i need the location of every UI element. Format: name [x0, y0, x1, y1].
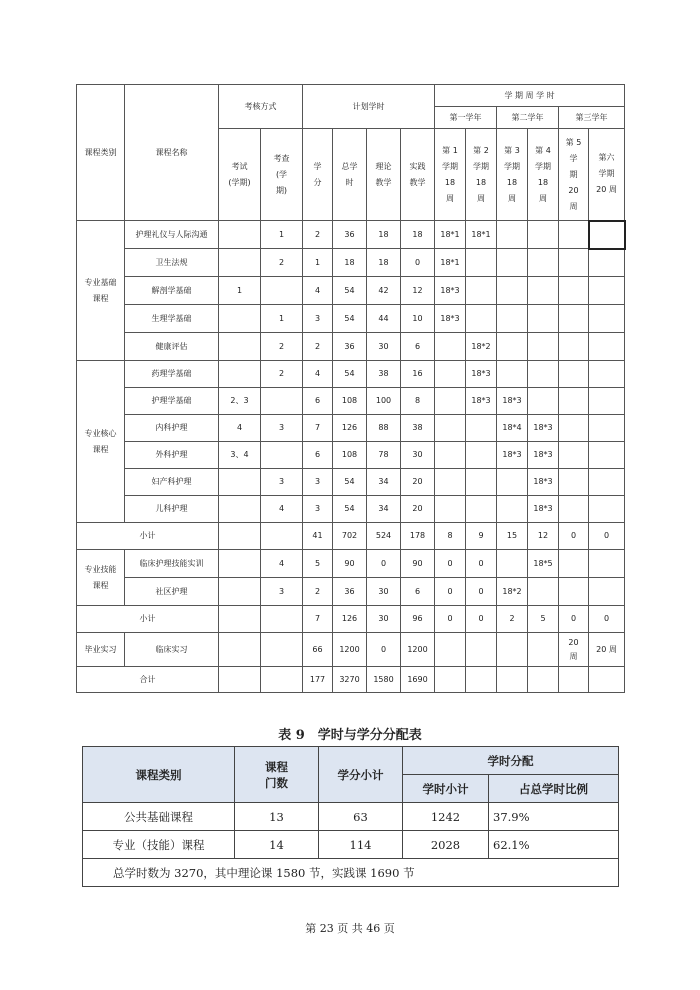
- header-sem5: 第 5 学 期 20 周: [559, 129, 589, 221]
- schedule-cell: 3、4: [219, 442, 261, 469]
- schedule-cell: 0: [466, 606, 497, 633]
- schedule-cell: 2: [303, 578, 333, 606]
- schedule-cell: [589, 333, 625, 361]
- schedule-cell: 1: [219, 277, 261, 305]
- schedule-cell: [435, 667, 466, 693]
- schedule-cell: 30: [367, 578, 401, 606]
- schedule-cell: 4: [261, 550, 303, 578]
- schedule-cell: [219, 578, 261, 606]
- schedule-cell: 0: [435, 550, 466, 578]
- schedule-row: [77, 606, 625, 633]
- t9-cell: 13: [235, 803, 319, 831]
- schedule-cell: [589, 277, 625, 305]
- course-schedule-table: [76, 84, 626, 693]
- schedule-cell: [528, 221, 559, 249]
- schedule-cell: [559, 333, 589, 361]
- schedule-cell: 2、3: [219, 388, 261, 415]
- schedule-cell: 10: [401, 305, 435, 333]
- schedule-cell: 18*1: [435, 249, 466, 277]
- header-total-hours: 总学 时: [333, 129, 367, 221]
- schedule-cell: 108: [333, 442, 367, 469]
- schedule-cell: 3: [261, 578, 303, 606]
- schedule-cell: [219, 333, 261, 361]
- schedule-cell: 66: [303, 633, 333, 667]
- schedule-cell: [261, 388, 303, 415]
- schedule-cell: [219, 667, 261, 693]
- course-name: 外科护理: [125, 442, 219, 469]
- schedule-cell: 5: [303, 550, 333, 578]
- t9-cell: 专业（技能）课程: [83, 831, 235, 859]
- schedule-cell: 0: [559, 523, 589, 550]
- schedule-cell: [219, 249, 261, 277]
- schedule-cell: [219, 221, 261, 249]
- schedule-row: [77, 305, 625, 333]
- schedule-cell: [559, 578, 589, 606]
- schedule-cell: [435, 415, 466, 442]
- schedule-cell: [559, 667, 589, 693]
- schedule-cell: [528, 578, 559, 606]
- schedule-cell: 2: [261, 249, 303, 277]
- header-year1: 第一学年: [435, 107, 497, 129]
- schedule-cell: 8: [401, 388, 435, 415]
- schedule-cell: 16: [401, 361, 435, 388]
- schedule-cell: 18*1: [466, 221, 497, 249]
- schedule-cell: [497, 633, 528, 667]
- course-name: 临床护理技能实训: [125, 550, 219, 578]
- schedule-row: [77, 667, 625, 693]
- schedule-cell: 30: [367, 606, 401, 633]
- schedule-cell: [497, 469, 528, 496]
- schedule-cell: [497, 496, 528, 523]
- schedule-cell: [219, 361, 261, 388]
- schedule-cell: [497, 305, 528, 333]
- schedule-cell: [497, 333, 528, 361]
- schedule-cell: [435, 496, 466, 523]
- schedule-cell: [589, 578, 625, 606]
- row-label: 小计: [77, 606, 219, 633]
- schedule-cell: 177: [303, 667, 333, 693]
- course-name: 生理学基础: [125, 305, 219, 333]
- schedule-cell: [559, 388, 589, 415]
- schedule-cell: 3270: [333, 667, 367, 693]
- schedule-cell: 2: [303, 221, 333, 249]
- course-name: 解剖学基础: [125, 277, 219, 305]
- schedule-cell: 18: [367, 221, 401, 249]
- schedule-cell: [559, 442, 589, 469]
- schedule-cell: 0: [466, 578, 497, 606]
- t9-header-course-type: 课程类别: [83, 747, 235, 803]
- schedule-cell: 54: [333, 361, 367, 388]
- table9-caption: 表 9 学时与学分分配表: [278, 728, 422, 743]
- schedule-cell: 0: [367, 633, 401, 667]
- schedule-cell: 126: [333, 606, 367, 633]
- schedule-cell: 18*3: [497, 388, 528, 415]
- schedule-cell: 524: [367, 523, 401, 550]
- schedule-cell: [435, 442, 466, 469]
- row-label: 小计: [77, 523, 219, 550]
- schedule-cell: 18: [333, 249, 367, 277]
- schedule-cell: 4: [303, 361, 333, 388]
- schedule-cell: 54: [333, 469, 367, 496]
- schedule-cell: 54: [333, 496, 367, 523]
- schedule-cell: 0: [466, 550, 497, 578]
- header-sem6: 第六 学期 20 周: [589, 129, 625, 221]
- t9-note: 总学时数为 3270，其中理论课 1580 节，实践课 1690 节: [83, 859, 619, 887]
- schedule-cell: [528, 249, 559, 277]
- schedule-cell: 18*3: [466, 361, 497, 388]
- schedule-cell: 3: [261, 469, 303, 496]
- schedule-cell: 34: [367, 469, 401, 496]
- schedule-cell: 44: [367, 305, 401, 333]
- schedule-cell: 96: [401, 606, 435, 633]
- schedule-cell: [589, 442, 625, 469]
- schedule-cell: [589, 550, 625, 578]
- t9-header-hour-distribution: 学时分配: [403, 747, 619, 775]
- schedule-cell: [497, 550, 528, 578]
- schedule-cell: 7: [303, 606, 333, 633]
- schedule-cell: [589, 221, 625, 249]
- schedule-cell: 38: [367, 361, 401, 388]
- schedule-cell: [466, 277, 497, 305]
- schedule-cell: 20 周: [559, 633, 589, 667]
- header-course-type: 课程类别: [77, 85, 125, 221]
- schedule-cell: [559, 361, 589, 388]
- schedule-cell: 3: [303, 496, 333, 523]
- schedule-cell: [261, 606, 303, 633]
- schedule-cell: [528, 361, 559, 388]
- schedule-cell: 78: [367, 442, 401, 469]
- schedule-cell: [219, 523, 261, 550]
- schedule-cell: [497, 249, 528, 277]
- schedule-cell: [528, 333, 559, 361]
- schedule-cell: 42: [367, 277, 401, 305]
- schedule-cell: 1: [261, 305, 303, 333]
- schedule-cell: [219, 496, 261, 523]
- schedule-cell: [559, 305, 589, 333]
- schedule-cell: 36: [333, 221, 367, 249]
- schedule-cell: 108: [333, 388, 367, 415]
- schedule-cell: 3: [303, 305, 333, 333]
- schedule-cell: 5: [528, 606, 559, 633]
- schedule-row: [77, 249, 625, 277]
- schedule-cell: 2: [497, 606, 528, 633]
- schedule-cell: [559, 496, 589, 523]
- t9-cell: 2028: [403, 831, 489, 859]
- schedule-cell: [219, 606, 261, 633]
- schedule-cell: 1690: [401, 667, 435, 693]
- schedule-cell: 3: [303, 469, 333, 496]
- schedule-cell: [559, 415, 589, 442]
- t9-header-course-count: 课程 门数: [235, 747, 319, 803]
- schedule-row: [77, 277, 625, 305]
- schedule-cell: [261, 667, 303, 693]
- course-name: 卫生法规: [125, 249, 219, 277]
- schedule-cell: [466, 415, 497, 442]
- schedule-cell: 18: [367, 249, 401, 277]
- course-name: 妇产科护理: [125, 469, 219, 496]
- schedule-cell: [435, 633, 466, 667]
- header-exam: 考试 (学期): [219, 129, 261, 221]
- schedule-cell: 0: [435, 606, 466, 633]
- schedule-row: [77, 388, 625, 415]
- schedule-cell: [466, 667, 497, 693]
- schedule-cell: [466, 305, 497, 333]
- schedule-cell: 18*4: [497, 415, 528, 442]
- schedule-cell: [528, 388, 559, 415]
- schedule-cell: 126: [333, 415, 367, 442]
- schedule-cell: 34: [367, 496, 401, 523]
- schedule-cell: [589, 305, 625, 333]
- schedule-cell: 18*3: [528, 469, 559, 496]
- schedule-cell: [466, 469, 497, 496]
- schedule-cell: [466, 496, 497, 523]
- header-sem2: 第 2 学期 18 周: [466, 129, 497, 221]
- schedule-cell: [497, 277, 528, 305]
- schedule-cell: 18*2: [466, 333, 497, 361]
- schedule-cell: [219, 469, 261, 496]
- schedule-cell: 18: [401, 221, 435, 249]
- header-theory: 理论 教学: [367, 129, 401, 221]
- schedule-cell: 702: [333, 523, 367, 550]
- schedule-cell: 30: [367, 333, 401, 361]
- header-sem1: 第 1 学期 18 周: [435, 129, 466, 221]
- schedule-cell: [589, 667, 625, 693]
- schedule-cell: 15: [497, 523, 528, 550]
- schedule-cell: [589, 469, 625, 496]
- t9-cell: 114: [319, 831, 403, 859]
- schedule-row: [77, 523, 625, 550]
- schedule-cell: 1200: [401, 633, 435, 667]
- schedule-row: [77, 469, 625, 496]
- schedule-row: [77, 221, 625, 249]
- schedule-row: [77, 496, 625, 523]
- schedule-cell: 18*3: [528, 415, 559, 442]
- schedule-cell: 20: [401, 496, 435, 523]
- schedule-cell: [559, 550, 589, 578]
- schedule-cell: [528, 305, 559, 333]
- schedule-cell: 1: [303, 249, 333, 277]
- course-name: 药理学基础: [125, 361, 219, 388]
- course-name: 儿科护理: [125, 496, 219, 523]
- schedule-cell: [261, 523, 303, 550]
- header-course-name: 课程名称: [125, 85, 219, 221]
- header-check: 考查 (学 期): [261, 129, 303, 221]
- schedule-cell: [589, 496, 625, 523]
- schedule-cell: 12: [401, 277, 435, 305]
- credit-hours-table: [82, 746, 619, 887]
- schedule-cell: [261, 277, 303, 305]
- course-name: 社区护理: [125, 578, 219, 606]
- schedule-row: [77, 415, 625, 442]
- schedule-cell: 90: [333, 550, 367, 578]
- course-group: 专业核心 课程: [77, 361, 125, 523]
- schedule-cell: [261, 633, 303, 667]
- schedule-cell: [466, 633, 497, 667]
- course-group: 专业基础 课程: [77, 221, 125, 361]
- schedule-cell: [528, 667, 559, 693]
- schedule-cell: [559, 469, 589, 496]
- schedule-cell: 2: [261, 333, 303, 361]
- schedule-cell: [559, 277, 589, 305]
- schedule-cell: [466, 442, 497, 469]
- schedule-cell: 8: [435, 523, 466, 550]
- schedule-cell: 12: [528, 523, 559, 550]
- schedule-cell: 2: [303, 333, 333, 361]
- t9-cell: 14: [235, 831, 319, 859]
- schedule-cell: 30: [401, 442, 435, 469]
- schedule-cell: 3: [261, 415, 303, 442]
- header-sem4: 第 4 学期 18 周: [528, 129, 559, 221]
- course-group: 毕业实习: [77, 633, 125, 667]
- t9-cell: 62.1%: [489, 831, 619, 859]
- t9-cell: 1242: [403, 803, 489, 831]
- schedule-cell: [497, 221, 528, 249]
- schedule-cell: 18*3: [435, 277, 466, 305]
- t9-cell: 63: [319, 803, 403, 831]
- course-name: 健康评估: [125, 333, 219, 361]
- t9-cell: 公共基础课程: [83, 803, 235, 831]
- t9-header-ratio: 占总学时比例: [489, 775, 619, 803]
- schedule-cell: [589, 249, 625, 277]
- schedule-cell: [261, 442, 303, 469]
- schedule-cell: 4: [303, 277, 333, 305]
- schedule-cell: 7: [303, 415, 333, 442]
- schedule-cell: [219, 550, 261, 578]
- schedule-cell: 20 周: [589, 633, 625, 667]
- header-year2: 第二学年: [497, 107, 559, 129]
- course-group: 专业技能 课程: [77, 550, 125, 606]
- schedule-cell: 0: [401, 249, 435, 277]
- header-planned-hours: 计划学时: [303, 85, 435, 129]
- header-semester-hours: 学 期 周 学 时: [435, 85, 625, 107]
- course-name: 内科护理: [125, 415, 219, 442]
- t9-header-credit-subtotal: 学分小计: [319, 747, 403, 803]
- schedule-cell: 6: [303, 442, 333, 469]
- schedule-cell: [559, 249, 589, 277]
- schedule-cell: [219, 305, 261, 333]
- schedule-cell: 6: [401, 578, 435, 606]
- schedule-cell: 18*3: [466, 388, 497, 415]
- schedule-cell: [435, 333, 466, 361]
- course-name: 临床实习: [125, 633, 219, 667]
- schedule-cell: [589, 388, 625, 415]
- schedule-cell: 41: [303, 523, 333, 550]
- schedule-cell: 178: [401, 523, 435, 550]
- schedule-cell: 0: [367, 550, 401, 578]
- schedule-cell: [219, 633, 261, 667]
- schedule-cell: 18*1: [435, 221, 466, 249]
- schedule-cell: [435, 388, 466, 415]
- schedule-cell: [466, 249, 497, 277]
- schedule-cell: 1200: [333, 633, 367, 667]
- schedule-row: [77, 333, 625, 361]
- schedule-cell: 6: [303, 388, 333, 415]
- schedule-cell: 20: [401, 469, 435, 496]
- schedule-cell: 0: [589, 523, 625, 550]
- schedule-cell: 0: [435, 578, 466, 606]
- schedule-cell: 18*5: [528, 550, 559, 578]
- t9-cell: 37.9%: [489, 803, 619, 831]
- schedule-cell: 54: [333, 277, 367, 305]
- schedule-cell: [528, 277, 559, 305]
- schedule-cell: [559, 221, 589, 249]
- header-credit: 学 分: [303, 129, 333, 221]
- page-footer: 第 23 页 共 46 页: [305, 922, 395, 935]
- schedule-cell: 90: [401, 550, 435, 578]
- t9-header-hour-subtotal: 学时小计: [403, 775, 489, 803]
- schedule-cell: 1: [261, 221, 303, 249]
- schedule-row: [77, 442, 625, 469]
- schedule-cell: [435, 361, 466, 388]
- schedule-cell: 36: [333, 578, 367, 606]
- schedule-cell: [528, 633, 559, 667]
- schedule-cell: [497, 361, 528, 388]
- schedule-cell: 18*3: [497, 442, 528, 469]
- schedule-cell: [589, 361, 625, 388]
- header-assessment: 考核方式: [219, 85, 303, 129]
- schedule-cell: 100: [367, 388, 401, 415]
- schedule-row: [77, 550, 625, 578]
- schedule-cell: 38: [401, 415, 435, 442]
- schedule-cell: 18*3: [528, 496, 559, 523]
- schedule-cell: 6: [401, 333, 435, 361]
- schedule-cell: 2: [261, 361, 303, 388]
- schedule-cell: 0: [589, 606, 625, 633]
- schedule-row: [77, 633, 625, 667]
- schedule-cell: [589, 415, 625, 442]
- schedule-cell: 1580: [367, 667, 401, 693]
- schedule-cell: 9: [466, 523, 497, 550]
- header-practice: 实践 教学: [401, 129, 435, 221]
- schedule-cell: 0: [559, 606, 589, 633]
- schedule-cell: 18*3: [435, 305, 466, 333]
- schedule-row: [77, 361, 625, 388]
- schedule-cell: 4: [219, 415, 261, 442]
- course-name: 护理学基础: [125, 388, 219, 415]
- header-sem3: 第 3 学期 18 周: [497, 129, 528, 221]
- schedule-cell: 88: [367, 415, 401, 442]
- schedule-cell: 18*2: [497, 578, 528, 606]
- header-year3: 第三学年: [559, 107, 625, 129]
- schedule-cell: 54: [333, 305, 367, 333]
- schedule-cell: 36: [333, 333, 367, 361]
- course-name: 护理礼仪与人际沟通: [125, 221, 219, 249]
- schedule-row: [77, 578, 625, 606]
- schedule-cell: 4: [261, 496, 303, 523]
- schedule-cell: 18*3: [528, 442, 559, 469]
- schedule-cell: [497, 667, 528, 693]
- row-label: 合计: [77, 667, 219, 693]
- schedule-cell: [435, 469, 466, 496]
